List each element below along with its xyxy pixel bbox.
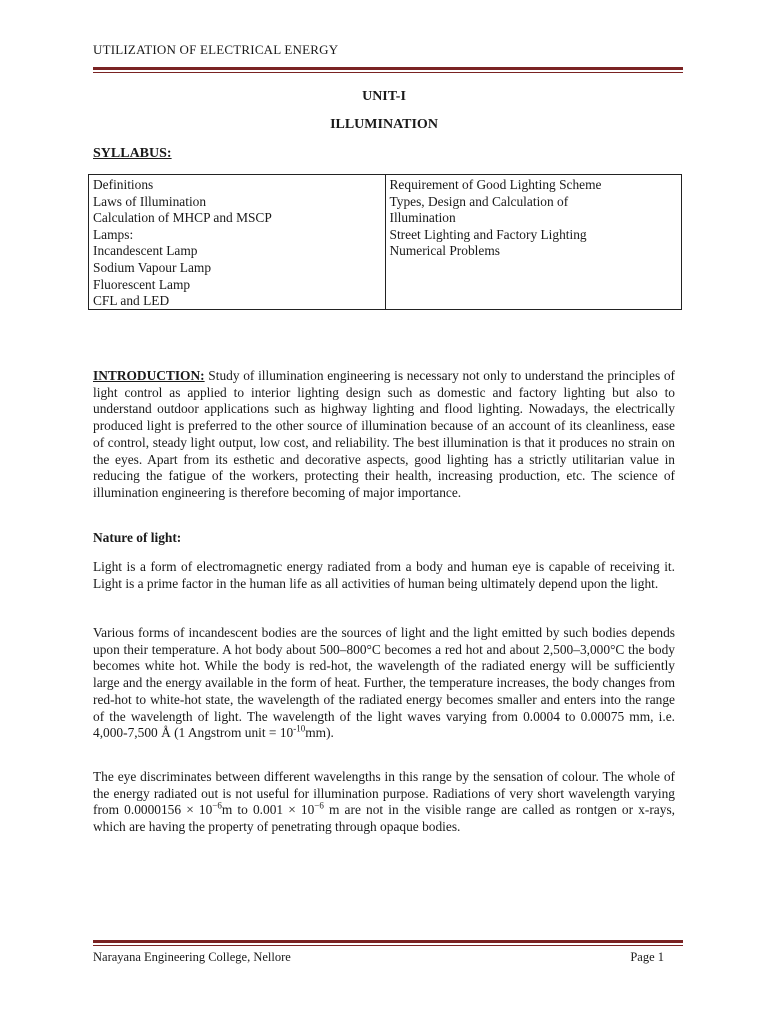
topic-title: ILLUMINATION [330,117,438,132]
paragraph-text: Various forms of incandescent bodies are the sources of light and the light emitted by such bodies depends upon their temperature. A hot body about 500–800°C becomes a red hot and about 2,500–3,000°C the body becomes white hot. While the body is red-hot, the wavelength of the radiated energy will be sufficiently large and the energy available in the form of heat. Further, the temperature increases, the body changes from red-hot to white-hot state, the wavelength of the radiated energy becomes smaller and enters into the range of the wavelength of light. The wavelength of the light waves varying from 0.0004 to 0.00075 mm, i.e. 4,000-7,500 Å (1 Angstrom unit = 10 [93,625,675,741]
syllabus-table [88,174,682,310]
superscript: −6 [212,800,222,811]
syllabus-item: Laws of Illumination [93,193,207,209]
syllabus-item: Requirement of Good Lighting Scheme [389,177,602,192]
syllabus-item: Street Lighting and Factory Lighting [389,226,587,242]
paragraph-text: m to 0.001 × 10 [221,802,315,818]
syllabus-item: Numerical Problems [389,243,500,259]
syllabus-item: Definitions [93,177,154,192]
syllabus-item: Lamps: [93,226,134,242]
footer-rule-thick [93,940,683,943]
superscript: −6 [314,800,324,811]
paragraph-text: m are not in the visible range are called as rontgen or x-rays, which are having the property of penetrating through opaque bodies. [93,802,675,835]
syllabus-item: Types, Design and Calculation of [389,193,569,209]
nature-of-light-heading: Nature of light: [93,530,182,545]
footer-rule-thin [93,945,683,946]
running-header: UTILIZATION OF ELECTRICAL ENERGY [93,42,339,57]
introduction-heading: INTRODUCTION: [93,368,205,383]
syllabus-left-column [89,175,386,309]
introduction-text: Study of illumination engineering is necessary not only to understand the principles of light control as applied to interior lighting design such as domestic and factory lighting but also to understand outdoor applications such as highway lighting and flood lighting. Nowadays, the electrically produced light is preferred to the other source of illumination because of an account of its cleanliness, ease of control, steady light output, low cost, and reliability. The best illumination is that it produces no strain on the eyes. Apart from its esthetic and decorative aspects, good lighting has a strictly utilitarian value in reducing the fatigue of the workers, protecting their health, increasing production, etc. The science of illumination engineering is therefore becoming of major importance. [93,368,675,500]
footer-page-number: Page 1 [630,950,664,964]
introduction-paragraph [93,368,675,502]
nature-paragraph-1: Light is a form of electromagnetic energy radiated from a body and human eye is capable of receiving it. Light is a prime factor in the human life as all activities of human being ultimately depend upon the light. [93,559,675,591]
superscript: -10 [293,723,306,734]
syllabus-item: Sodium Vapour Lamp [93,259,212,275]
syllabus-heading: SYLLABUS: [93,146,172,161]
paragraph-text: mm). [305,725,334,741]
syllabus-item: Calculation of MHCP and MSCP [93,210,272,226]
nature-paragraph-2 [93,625,675,742]
header-rule-thin [93,72,683,73]
syllabus-item: CFL and LED [93,293,170,309]
paragraph-text: The eye discriminates between different wavelengths in this range by the sensation of colour. The whole of the energy radiated out is not useful for illumination purpose. Radiations of very short wavelength varying from 0.0000156 × 10 [93,769,675,818]
header-rule-thick [93,67,683,70]
syllabus-item: Incandescent Lamp [93,243,198,259]
footer-college: Narayana Engineering College, Nellore [93,950,291,964]
nature-paragraph-3 [93,769,675,836]
syllabus-right-column [386,175,682,309]
syllabus-item: Illumination [389,210,456,226]
syllabus-item: Fluorescent Lamp [93,276,191,292]
unit-title: UNIT-I [362,89,406,104]
